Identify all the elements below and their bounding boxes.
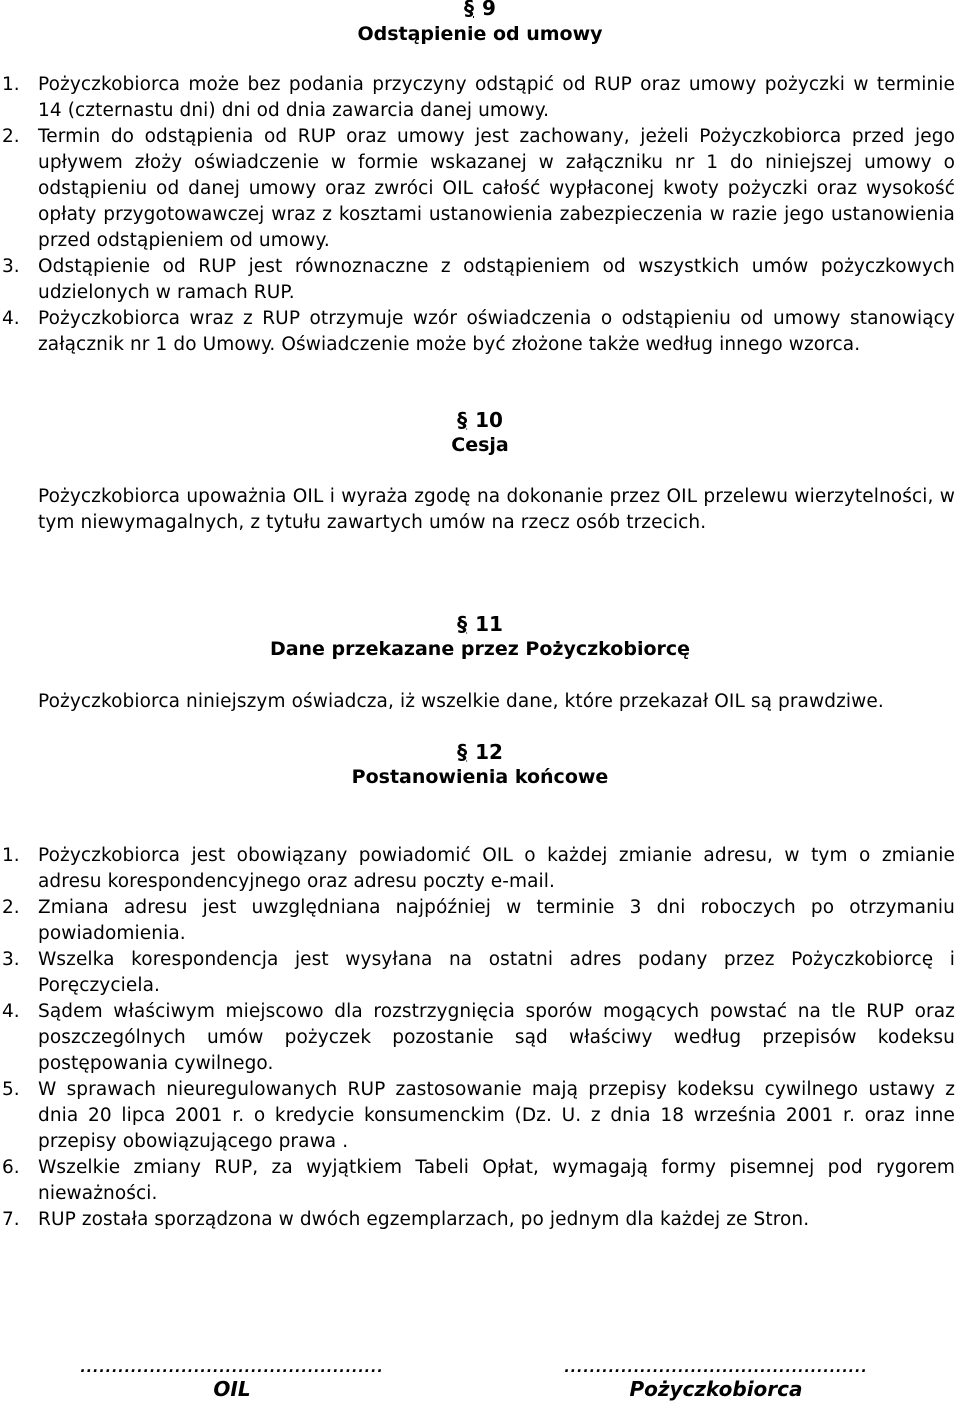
list-item	[0, 843, 960, 895]
section-11-heading	[0, 612, 960, 636]
section-12-list	[0, 843, 960, 1233]
signature-line: ................................................	[80, 1360, 384, 1376]
list-item	[0, 72, 960, 124]
section-10-text: Pożyczkobiorca upoważnia OIL i wyraża zgodę na dokonanie przez OIL przelewu wierzytelności, w tym niewymagalnych, z tytułu zawartych umów na rzecz osób trzecich.	[38, 486, 955, 533]
item-text: Pożyczkobiorca wraz z RUP otrzymuje wzór oświadczenia o odstąpieniu od umowy stanowiący załącznik nr 1 do Umowy. Oświadczenie może być złożone także według innego wzorca.	[38, 308, 955, 355]
section-number: 10	[475, 408, 503, 432]
signature-oil	[62, 1360, 402, 1402]
section-9-heading	[0, 0, 960, 20]
item-number: 3.	[2, 949, 20, 970]
section-symbol: §	[457, 408, 468, 432]
item-number: 7.	[2, 1209, 20, 1230]
list-item	[0, 124, 960, 254]
list-item	[0, 1155, 960, 1207]
section-9-list	[0, 72, 960, 358]
item-text: Wszelka korespondencja jest wysyłana na ostatni adres podany przez Pożyczkobiorcę i Poręczyciela.	[38, 949, 955, 996]
item-text: Termin do odstąpienia od RUP oraz umowy jest zachowany, jeżeli Pożyczkobiorca przed jego upływem złoży oświadczenie w formie wskazanej w załączniku nr 1 do niniejszej umowy o odstąpieniu od danej umowy oraz zwróci OIL całość wypłaconej kwoty pożyczki oraz wysokość opłaty przygotowawczej wraz z kosztami ustanowienia zabezpieczenia w razie jego ustanowienia przed odstąpieniem od umowy.	[38, 126, 955, 251]
item-number: 2.	[2, 897, 20, 918]
item-number: 4.	[2, 308, 20, 329]
item-text: W sprawach nieuregulowanych RUP zastosowanie mają przepisy kodeksu cywilnego ustawy z dnia 20 lipca 2001 r. o kredycie konsumenckim (Dz. U. z dnia 18 września 2001 r. oraz inne przepisy obowiązującego prawa .	[38, 1079, 955, 1152]
section-10-heading	[0, 408, 960, 432]
section-number: 9	[482, 0, 496, 20]
list-item	[0, 895, 960, 947]
signature-label-borrower: Pożyczkobiorca	[629, 1377, 803, 1401]
item-number: 4.	[2, 1001, 20, 1022]
section-12-heading	[0, 740, 960, 764]
section-number: 12	[475, 740, 503, 764]
item-number: 6.	[2, 1157, 20, 1178]
section-10-title: Cesja	[451, 434, 509, 456]
section-11-title: Dane przekazane przez Pożyczkobiorcę	[269, 638, 691, 660]
signature-borrower	[546, 1360, 886, 1402]
list-item	[0, 306, 960, 358]
item-number: 5.	[2, 1079, 20, 1100]
signature-label-oil: OIL	[213, 1377, 251, 1401]
section-symbol: §	[457, 740, 468, 764]
section-number: 11	[475, 612, 503, 636]
list-item	[0, 1207, 960, 1233]
list-item	[0, 999, 960, 1077]
section-symbol: §	[457, 612, 468, 636]
section-11-text: Pożyczkobiorca niniejszym oświadcza, iż wszelkie dane, które przekazał OIL są prawdziwe.	[38, 691, 884, 712]
section-symbol: §	[464, 0, 475, 20]
item-text: Pożyczkobiorca może bez podania przyczyny odstąpić od RUP oraz umowy pożyczki w terminie 14 (czternastu dni) dni od dnia zawarcia danej umowy.	[38, 74, 955, 121]
item-text: Zmiana adresu jest uwzględniana najpóźniej w terminie 3 dni roboczych po otrzymaniu powiadomienia.	[38, 897, 955, 944]
item-text: Sądem właściwym miejscowo dla rozstrzygnięcia sporów mogących powstać na tle RUP oraz poszczególnych umów pożyczek pozostanie sąd właściwy według przepisów kodeksu postępowania cywilnego.	[38, 1001, 955, 1074]
item-text: RUP została sporządzona w dwóch egzemplarzach, po jednym dla każdej ze Stron.	[38, 1209, 810, 1230]
item-text: Pożyczkobiorca jest obowiązany powiadomić OIL o każdej zmianie adresu, w tym o zmianie adresu korespondencyjnego oraz adresu poczty e-mail.	[38, 845, 955, 892]
signature-line: ................................................	[564, 1360, 868, 1376]
section-9-title: Odstąpienie od umowy	[357, 23, 603, 45]
item-text: Odstąpienie od RUP jest równoznaczne z odstąpieniem od wszystkich umów pożyczkowych udzielonych w ramach RUP.	[38, 256, 955, 303]
item-number: 3.	[2, 256, 20, 277]
item-number: 1.	[2, 845, 20, 866]
item-number: 2.	[2, 126, 20, 147]
item-text: Wszelkie zmiany RUP, za wyjątkiem Tabeli Opłat, wymagają formy pisemnej pod rygorem nieważności.	[38, 1157, 955, 1204]
list-item	[0, 254, 960, 306]
list-item	[0, 1077, 960, 1155]
section-12-title: Postanowienia końcowe	[351, 766, 609, 788]
list-item	[0, 947, 960, 999]
item-number: 1.	[2, 74, 20, 95]
